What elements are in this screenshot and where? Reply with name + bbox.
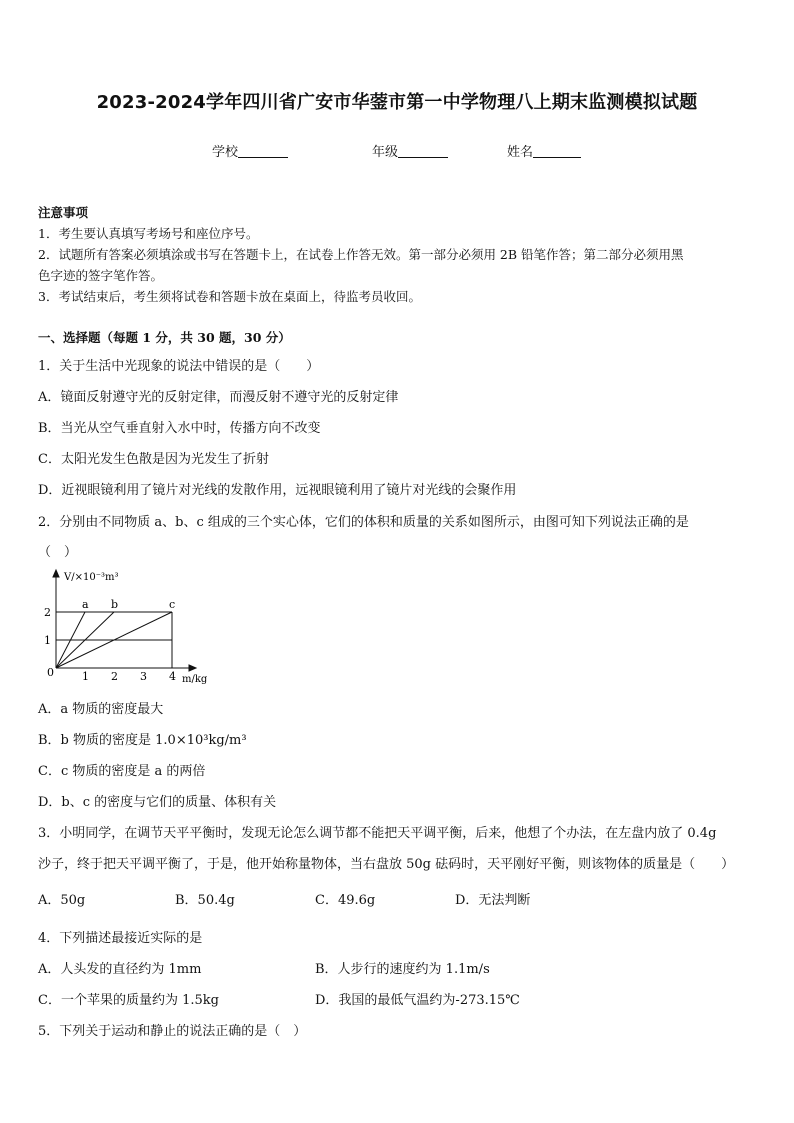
series-label-c: c bbox=[169, 598, 176, 611]
page-title: 2023-2024学年四川省广安市华蓥市第一中学物理八上期末监测模拟试题 bbox=[96, 92, 698, 113]
notice-heading: 注意事项 bbox=[38, 205, 89, 220]
question-4-option-b: B．人步行的速度约为 1.1m/s bbox=[315, 962, 490, 977]
notice-item: 3．考试结束后，考生须将试卷和答题卡放在桌面上，待监考员收回。 bbox=[38, 289, 421, 304]
series-label-a: a bbox=[82, 598, 89, 611]
name-label: 姓名 bbox=[507, 145, 534, 160]
question-4-option-c: C．一个苹果的质量约为 1.5kg bbox=[38, 993, 219, 1008]
question-1-stem: 1．关于生活中光现象的说法中错误的是（ ） bbox=[38, 359, 320, 374]
school-blank[interactable] bbox=[238, 144, 288, 158]
question-3-stem-line2: 沙子，终于把天平调平衡了，于是，他开始称量物体，当右盘放 50g 砝码时，天平刚好平衡，则该物体的质量是（ ） bbox=[38, 857, 735, 872]
x-axis-label: m/kg bbox=[182, 674, 208, 685]
notice-item: 1．考生要认真填写考场号和座位序号。 bbox=[38, 226, 259, 241]
notice-item: 2．试题所有答案必须填涂或书写在答题卡上，在试卷上作答无效。第一部分必须用 2B 铅笔作答；第二部分必须用黑 bbox=[38, 247, 684, 262]
series-label-b: b bbox=[111, 598, 119, 611]
y-axis-label: V/×10⁻³m³ bbox=[64, 572, 119, 583]
question-2-option-a: A．a 物质的密度最大 bbox=[38, 702, 164, 717]
question-2-option-d: D．b、c 的密度与它们的质量、体积有关 bbox=[38, 795, 277, 810]
question-1-option-a: A．镜面反射遵守光的反射定律，而漫反射不遵守光的反射定律 bbox=[38, 390, 399, 405]
grade-label: 年级 bbox=[372, 145, 399, 160]
x-tick-label: 3 bbox=[140, 670, 147, 683]
question-2-option-c: C．c 物质的密度是 a 的两倍 bbox=[38, 764, 206, 779]
question-3-option-a: A．50g bbox=[38, 893, 86, 908]
name-blank[interactable] bbox=[533, 144, 581, 158]
origin-label: 0 bbox=[47, 666, 54, 679]
question-3-option-c: C．49.6g bbox=[315, 893, 376, 908]
notice-item: 色字迹的签字笔作答。 bbox=[38, 268, 164, 283]
y-tick-label: 1 bbox=[44, 634, 51, 647]
y-axis-arrow bbox=[53, 570, 59, 577]
section-heading: 一、选择题（每题 1 分，共 30 题，30 分） bbox=[38, 330, 291, 345]
question-3-option-d: D．无法判断 bbox=[455, 893, 531, 908]
question-2-stem-cont: （ ） bbox=[38, 545, 78, 560]
question-2-stem: 2．分别由不同物质 a、b、c 组成的三个实心体，它们的体积和质量的关系如图所示，由图可知下列说法正确的是 bbox=[38, 515, 689, 530]
grade-blank[interactable] bbox=[398, 144, 448, 158]
question-3-option-b: B．50.4g bbox=[175, 893, 235, 908]
x-tick-label: 2 bbox=[111, 670, 118, 683]
question-4-option-d: D．我国的最低气温约为-273.15℃ bbox=[315, 993, 520, 1008]
question-1-option-c: C．太阳光发生色散是因为光发生了折射 bbox=[38, 452, 269, 467]
x-tick-label: 4 bbox=[169, 670, 176, 683]
x-tick-label: 1 bbox=[82, 670, 89, 683]
x-axis-arrow bbox=[189, 665, 196, 671]
question-3-stem-line1: 3．小明同学，在调节天平平衡时，发现无论怎么调节都不能把天平调平衡，后来，他想了个办法，在左盘内放了 0.4g bbox=[38, 826, 717, 841]
question-5-stem: 5．下列关于运动和静止的说法正确的是（ ） bbox=[38, 1024, 307, 1039]
question-4-stem: 4．下列描述最接近实际的是 bbox=[38, 931, 203, 946]
question-1-option-b: B．当光从空气垂直射入水中时，传播方向不改变 bbox=[38, 421, 321, 436]
y-tick-label: 2 bbox=[44, 606, 51, 619]
volume-mass-chart bbox=[38, 566, 218, 686]
question-4-option-a: A．人头发的直径约为 1mm bbox=[38, 962, 202, 977]
school-field bbox=[212, 141, 288, 160]
name-field bbox=[507, 141, 581, 160]
question-2-option-b: B．b 物质的密度是 1.0×10³kg/m³ bbox=[38, 733, 247, 748]
question-1-option-d: D．近视眼镜利用了镜片对光线的发散作用，远视眼镜利用了镜片对光线的会聚作用 bbox=[38, 483, 517, 498]
school-label: 学校 bbox=[212, 145, 239, 160]
grade-field bbox=[372, 141, 448, 160]
